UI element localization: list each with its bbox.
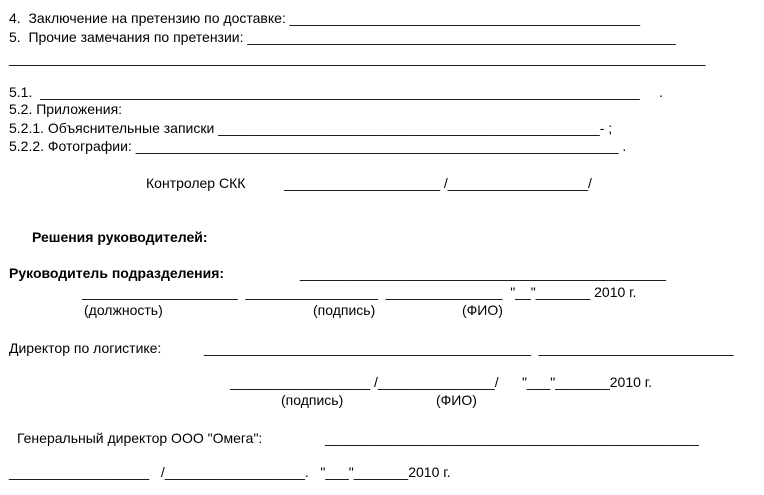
dept-head-line: _______________________________________________ <box>300 265 666 281</box>
logistics-director-label: Директор по логистике: <box>9 340 162 356</box>
controller-skk-signature: Контролер СКК ____________________ /__________________/ <box>146 175 592 191</box>
caption-signature: (подпись) <box>313 302 376 318</box>
logistics-caption-signature: (подпись) <box>281 392 344 408</box>
dept-head-label: Руководитель подразделения: <box>9 265 225 281</box>
general-director-fields: __________________ /__________________. "___"_______2010 г. <box>9 464 451 480</box>
item-5-2-2-photos: 5.2.2. Фотографии: ______________________________________________________________ . <box>9 138 627 154</box>
general-director-label: Генеральный директор ООО "Омега": <box>17 430 263 446</box>
logistics-caption-name: (ФИО) <box>436 392 477 408</box>
item-5-2-1-explanatory-notes: 5.2.1. Объяснительные записки _________________________________________________- ; <box>9 120 613 136</box>
dept-head-fields: ____________________ _________________ _______________ "__"_______ 2010 г. <box>82 284 637 300</box>
item-4-delivery-conclusion: 4. Заключение на претензию по доставке: _____________________________________________ <box>9 10 641 26</box>
item-5-2-attachments: 5.2. Приложения: <box>9 101 123 117</box>
item-5-other-remarks: 5. Прочие замечания по претензии: _______________________________________________________ <box>9 29 676 45</box>
item-5-continuation-line: _____________________________________________________________________________________________ <box>9 50 706 66</box>
caption-position: (должность) <box>84 302 163 318</box>
item-5-1: 5.1. _____________________________________________________________________________ . <box>9 84 664 100</box>
logistics-director-fields: __________________ /_______________/ "___"_______2010 г. <box>230 374 653 390</box>
caption-name: (ФИО) <box>462 302 503 318</box>
decisions-heading: Решения руководителей: <box>32 229 208 245</box>
general-director-line: ________________________________________________ <box>325 430 699 446</box>
logistics-director-line: __________________________________________ _________________________ <box>204 340 734 356</box>
